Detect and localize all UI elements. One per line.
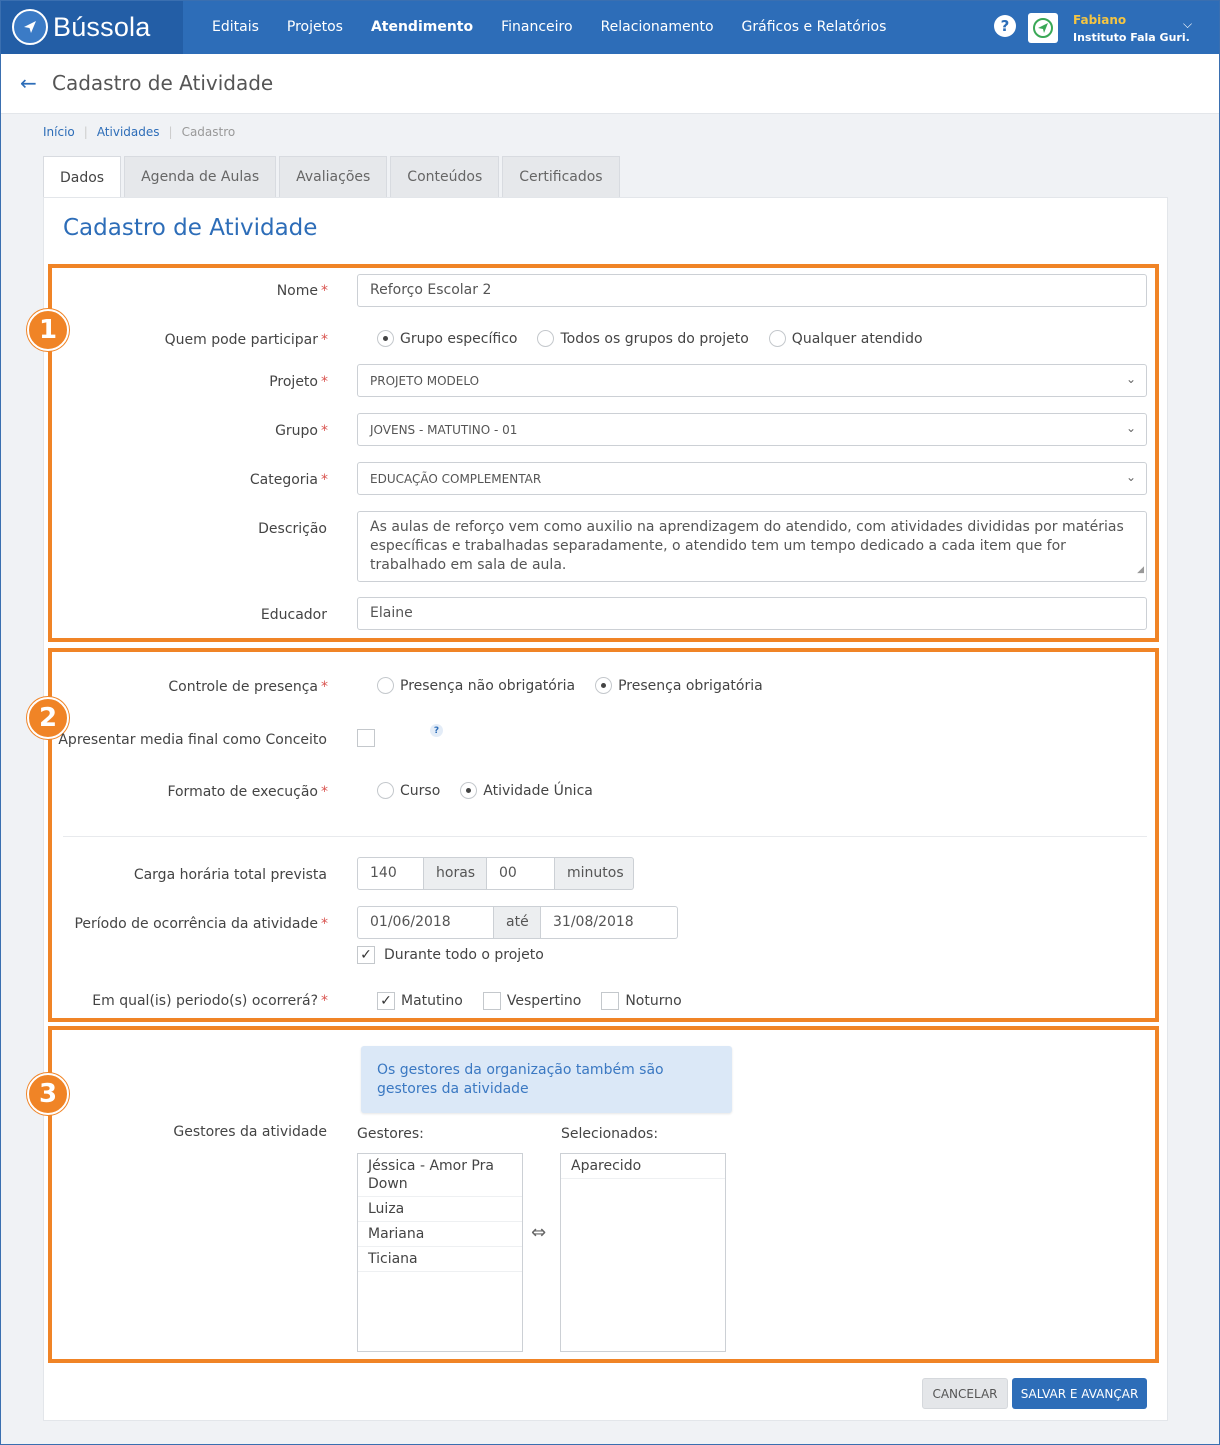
ate-addon: até [494,906,541,939]
formato-radio-group [377,782,613,799]
save-and-next-button[interactable]: SALVAR E AVANÇAR [1012,1378,1147,1409]
participantes-label: Quem pode participar * [164,332,328,348]
list-item[interactable]: Mariana [358,1222,522,1247]
form-title: Cadastro de Atividade [63,215,318,241]
page-title: Cadastro de Atividade [52,71,274,95]
breadcrumb [43,125,235,139]
callout-badge-1: 1 [27,309,69,351]
gestores-available-label: Gestores: [357,1126,424,1142]
presenca-radio-group [377,677,783,694]
conceito-label: Apresentar media final como Conceito [58,732,327,748]
data-fim-input[interactable]: 31/08/2018 [541,906,678,939]
callout-badge-3: 3 [27,1073,69,1115]
top-navbar [0,0,1220,54]
radio-curso[interactable]: Curso [377,782,440,799]
grupo-label: Grupo * [275,423,328,439]
radio-grupo-especifico[interactable]: Grupo específico [377,330,517,347]
back-arrow-icon[interactable]: ← [20,71,37,95]
nav-item-relacionamento[interactable]: Relacionamento [600,19,714,35]
nav-item-atendimento[interactable]: Atendimento [370,19,474,35]
resize-handle-icon[interactable]: ◢ [1137,565,1144,575]
periodo-label: Período de ocorrência da atividade * [74,916,328,932]
chevron-down-icon: ⌄ [1125,372,1136,386]
vespertino-checkbox[interactable] [483,992,501,1010]
tab-certificados[interactable]: Certificados [502,156,619,197]
matutino-checkbox[interactable]: ✓ [377,992,395,1010]
section-divider [63,836,1147,837]
breadcrumb-separator: | [83,125,88,139]
user-name[interactable]: Fabiano [1073,13,1127,27]
list-item[interactable]: Jéssica - Amor Pra Down [358,1154,522,1197]
tab-dados[interactable]: Dados [43,156,121,198]
tab-agenda-de-aulas[interactable]: Agenda de Aulas [124,156,276,197]
radio-button[interactable] [595,677,612,694]
todo-projeto-row [357,946,544,964]
participantes-radio-group [377,330,943,347]
radio-button[interactable] [377,330,394,347]
turnos-label: Em qual(is) periodo(s) ocorrerá? * [92,993,328,1009]
todo-projeto-checkbox[interactable]: ✓ [357,946,375,964]
horas-input[interactable]: 140 [357,857,424,890]
turnos-checkbox-group [377,992,702,1010]
descricao-label: Descrição [258,521,327,537]
nav-item-editais[interactable]: Editais [212,19,259,35]
radio-button[interactable] [769,330,786,347]
callout-box-2 [48,648,1159,1022]
app-logo[interactable] [0,0,183,54]
nav-item-graficos-e-relatorios[interactable]: Gráficos e Relatórios [741,19,887,35]
presenca-label: Controle de presença * [168,679,328,695]
turno-vespertino[interactable]: Vespertino [483,992,581,1010]
projeto-label: Projeto * [269,374,328,390]
periodo-input-group [357,906,678,939]
educador-label: Educador [260,607,327,623]
educador-input[interactable]: Elaine [357,597,1147,630]
radio-presenca-obrigatoria[interactable]: Presença obrigatória [595,677,763,694]
radio-button[interactable] [377,782,394,799]
formato-label: Formato de execução * [167,784,328,800]
nome-label: Nome * [276,283,328,299]
page-header [0,54,1220,114]
list-item[interactable]: Ticiana [358,1247,522,1272]
nome-input[interactable]: Reforço Escolar 2 [357,274,1147,307]
radio-button[interactable] [537,330,554,347]
chevron-down-icon[interactable]: ⌵ [1183,17,1193,31]
radio-presenca-nao-obrigatoria[interactable]: Presença não obrigatória [377,677,575,694]
radio-todos-grupos[interactable]: Todos os grupos do projeto [537,330,748,347]
data-inicio-input[interactable]: 01/06/2018 [357,906,494,939]
radio-button[interactable] [377,677,394,694]
grupo-select[interactable]: JOVENS - MATUTINO - 01 ⌄ [357,413,1147,446]
gestores-info-alert: Os gestores da organização também são gestores da atividade [361,1046,732,1113]
help-icon[interactable]: ? [994,15,1016,37]
callout-box-1 [48,264,1159,642]
list-item[interactable]: Aparecido [561,1154,725,1179]
nav-item-financeiro[interactable]: Financeiro [501,19,573,35]
main-nav [198,0,900,54]
nav-item-projetos[interactable]: Projetos [286,19,343,35]
breadcrumb-current: Cadastro [181,125,236,139]
breadcrumb-activities[interactable]: Atividades [96,125,160,139]
radio-qualquer-atendido[interactable]: Qualquer atendido [769,330,923,347]
minutos-input[interactable]: 00 [487,857,555,890]
horas-addon: horas [424,857,487,890]
carga-label: Carga horária total prevista [133,867,327,883]
breadcrumb-home[interactable]: Início [43,125,75,139]
chevron-down-icon: ⌄ [1125,470,1136,484]
tab-conteudos[interactable]: Conteúdos [390,156,499,197]
cancel-button[interactable]: CANCELAR [922,1378,1008,1409]
list-item[interactable]: Luiza [358,1197,522,1222]
user-org[interactable]: Instituto Fala Guri. [1073,31,1190,44]
swap-arrows-icon[interactable]: ⇔ [531,1222,547,1243]
callout-badge-2: 2 [27,697,69,739]
tab-bar [43,156,623,198]
noturno-checkbox[interactable] [601,992,619,1010]
categoria-select[interactable]: EDUCAÇÃO COMPLEMENTAR ⌄ [357,462,1147,495]
gestores-selected-label: Selecionados: [561,1126,659,1142]
radio-atividade-unica[interactable]: Atividade Única [460,782,593,799]
tab-avaliacoes[interactable]: Avaliações [279,156,387,197]
categoria-label: Categoria * [249,472,328,488]
todo-projeto-label: Durante todo o projeto [384,947,544,963]
radio-button[interactable] [460,782,477,799]
chevron-down-icon: ⌄ [1125,421,1136,435]
gestores-label: Gestores da atividade [173,1124,327,1140]
projeto-select[interactable]: PROJETO MODELO ⌄ [357,364,1147,397]
carga-input-group [357,857,634,890]
turno-matutino[interactable]: ✓ Matutino [377,992,463,1010]
gestores-available-list[interactable] [357,1153,523,1352]
compass-icon [12,9,48,45]
help-icon[interactable]: ? [430,724,443,737]
app-name: Bússola [53,11,151,42]
conceito-checkbox-wrap [357,729,381,751]
minutos-addon: minutos [555,857,634,890]
breadcrumb-separator: | [168,125,173,139]
org-logo [1028,13,1058,43]
gestores-selected-list[interactable] [560,1153,726,1352]
turno-noturno[interactable]: Noturno [601,992,681,1010]
conceito-checkbox[interactable] [357,729,375,747]
descricao-textarea[interactable]: As aulas de reforço vem como auxilio na aprendizagem do atendido, com atividades divididas por matérias específicas e trabalhadas separadamente, o atendido tem um tempo dedicado a cada item que for trabalhado em sala de aula. ◢ [357,511,1147,582]
